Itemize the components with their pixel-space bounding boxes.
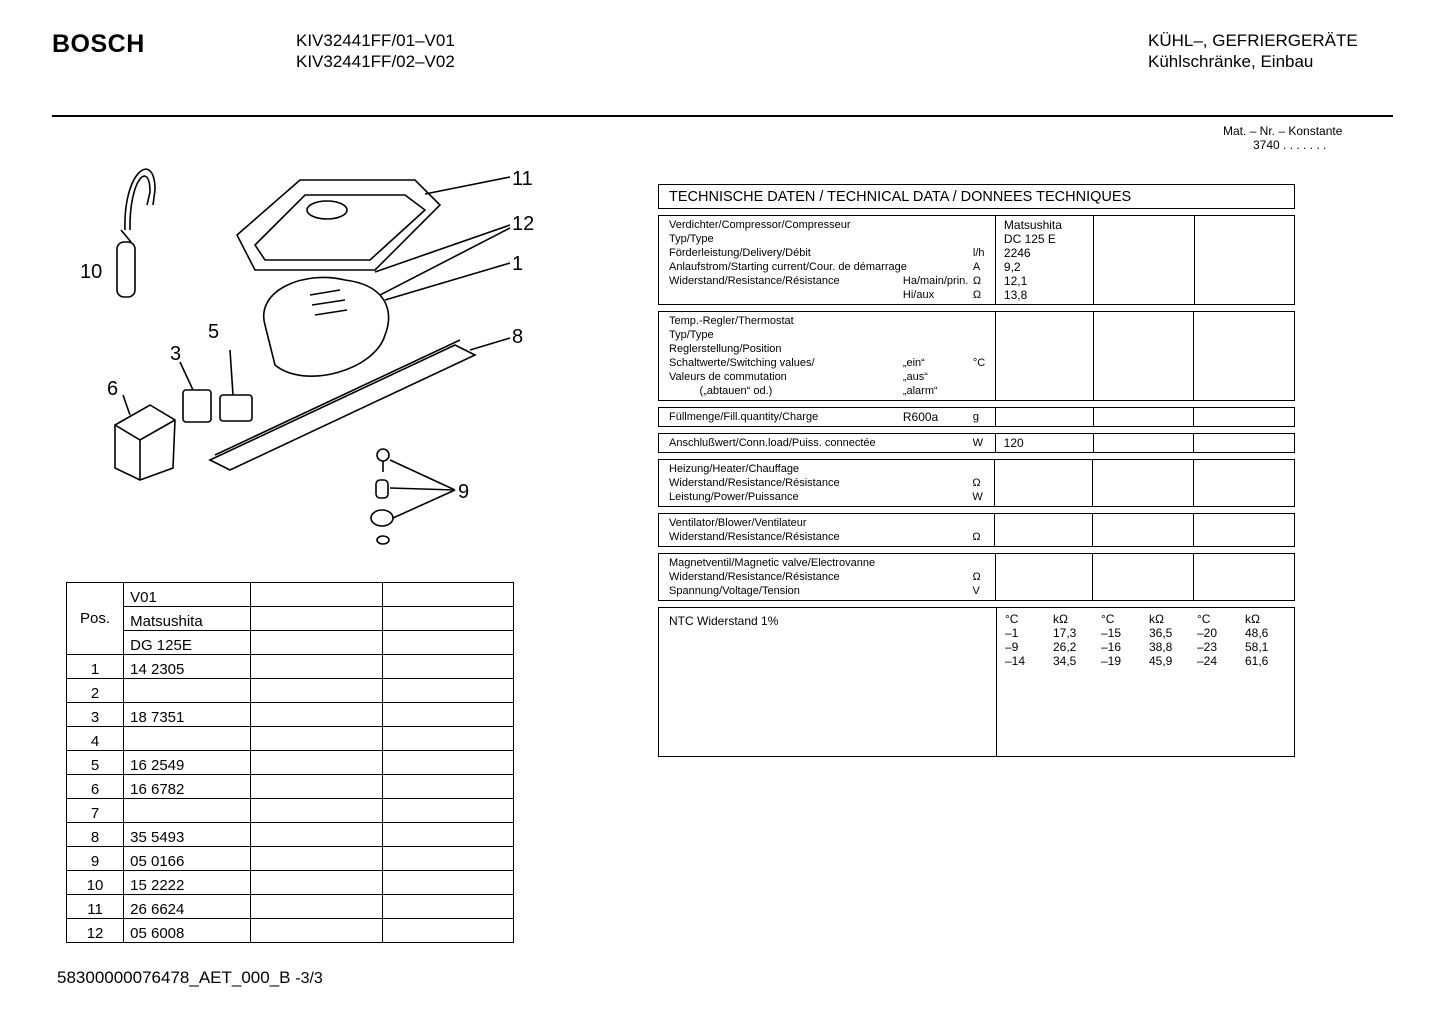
- resistance-aux-value: 13,8: [1003, 288, 1028, 302]
- part-code: [124, 679, 251, 703]
- empty-cell: [995, 312, 1093, 401]
- ntc-section: [658, 607, 1295, 757]
- switching-off-label: „aus“: [902, 371, 928, 383]
- valve-resistance-unit: Ω: [972, 571, 981, 583]
- charge-label: Füllmenge/Fill.quantity/Charge: [669, 411, 819, 423]
- compressor-type-value: DC 125 E: [1003, 232, 1056, 246]
- ntc-grid: [997, 612, 1294, 668]
- connected-load-label: Anschlußwert/Conn.load/Puiss. connectée: [669, 437, 876, 449]
- ntc-cell: 61,6: [1245, 654, 1269, 668]
- charge-labels: [659, 408, 996, 427]
- empty-cell: [1194, 312, 1295, 401]
- ntc-header-kohm: kΩ: [1149, 612, 1164, 626]
- footer-doc-id: [57, 968, 323, 988]
- empty-cell: [382, 679, 513, 703]
- relay-part: [220, 395, 252, 421]
- blower-resistance-label: Widerstand/Resistance/Résistance: [669, 531, 840, 543]
- material-constant: [1223, 124, 1342, 152]
- pos-number: 12: [67, 919, 124, 943]
- callout-10: 10: [80, 261, 103, 283]
- charge-section: [658, 407, 1295, 427]
- delivery-value: 2246: [1003, 246, 1031, 260]
- ntc-cell: –15: [1101, 626, 1122, 640]
- material-constant-value: 3740 . . . . . . .: [1253, 138, 1327, 152]
- empty-cell: [1093, 514, 1194, 547]
- compressor-label: Verdichter/Compressor/Compresseur: [669, 219, 851, 231]
- empty-cell: [382, 895, 513, 919]
- part-code: 16 6782: [124, 775, 251, 799]
- pos-number: 5: [67, 751, 124, 775]
- ntc-cell: 38,8: [1149, 640, 1173, 654]
- valve-voltage-unit: V: [972, 585, 980, 597]
- part-code: 18 7351: [124, 703, 251, 727]
- empty-cell: [251, 823, 382, 847]
- ntc-header-kohm: kΩ: [1053, 612, 1068, 626]
- technical-data-title: TECHNISCHE DATEN / TECHNICAL DATA / DONNEES TECHNIQUES: [658, 184, 1295, 209]
- empty-cell: [995, 554, 1093, 601]
- heater-power-label: Leistung/Power/Puissance: [669, 491, 799, 503]
- empty-cell: [382, 847, 513, 871]
- pos-number: 10: [67, 871, 124, 895]
- ntc-cell: –24: [1197, 654, 1218, 668]
- empty-cell: [382, 583, 513, 607]
- pos-number: 8: [67, 823, 124, 847]
- callout-11: 11: [512, 168, 533, 190]
- ntc-cell: 36,5: [1149, 626, 1173, 640]
- overload-part: [183, 390, 211, 422]
- switching-values-label: Schaltwerte/Switching values/: [669, 357, 815, 369]
- compressor-labels: [659, 216, 996, 305]
- header-divider: [52, 115, 1393, 117]
- empty-cell: [382, 631, 513, 655]
- empty-cell: [382, 607, 513, 631]
- thermostat-section: [658, 311, 1295, 401]
- product-category: [1148, 30, 1358, 72]
- ntc-cell: –14: [1005, 654, 1026, 668]
- resistance-aux-label: Hi/aux: [902, 289, 935, 301]
- empty-cell: [251, 919, 382, 943]
- empty-cell: [1194, 554, 1295, 601]
- callout-9: 9: [458, 481, 470, 503]
- model-number-2: KIV32441FF/02–V02: [296, 52, 455, 71]
- ntc-cell: –19: [1101, 654, 1122, 668]
- empty-cell: [251, 871, 382, 895]
- callout-1: 1: [512, 253, 524, 275]
- empty-cell: [1194, 408, 1295, 427]
- compressor-section: [658, 215, 1295, 305]
- callout-3: 3: [170, 343, 182, 365]
- empty-cell: [1093, 434, 1194, 453]
- charge-value: [995, 408, 1093, 427]
- empty-cell: [382, 919, 513, 943]
- empty-cell: [1194, 514, 1295, 547]
- empty-cell: [251, 607, 382, 631]
- empty-cell: [251, 655, 382, 679]
- base-rail-part: [210, 345, 475, 470]
- callout-8: 8: [512, 326, 524, 348]
- valve-label: Magnetventil/Magnetic valve/Electrovanne: [669, 557, 876, 569]
- heater-resistance-unit: Ω: [972, 477, 981, 489]
- table-row: [67, 847, 514, 871]
- table-row: [67, 583, 514, 607]
- resistance-main-label: Ha/main/prin.: [902, 275, 969, 287]
- heater-resistance-label: Widerstand/Resistance/Résistance: [669, 477, 840, 489]
- empty-cell: [1093, 312, 1194, 401]
- position-label: Reglerstellung/Position: [669, 343, 782, 355]
- table-row: [67, 775, 514, 799]
- part-code: 16 2549: [124, 751, 251, 775]
- valve-section: [658, 553, 1295, 601]
- starting-current-unit: A: [972, 261, 981, 273]
- category-line-1: KÜHL–, GEFRIERGERÄTE: [1148, 31, 1358, 50]
- connected-load-value: 120: [995, 434, 1093, 453]
- ntc-header-kohm: kΩ: [1245, 612, 1260, 626]
- pos-number: 1: [67, 655, 124, 679]
- empty-cell: [251, 847, 382, 871]
- empty-cell: [1093, 460, 1194, 507]
- empty-cell: [382, 655, 513, 679]
- callout-12: 12: [512, 213, 535, 235]
- pos-number: 7: [67, 799, 124, 823]
- defrost-label: („abtauen“ od.): [669, 385, 773, 397]
- ntc-cell: 17,3: [1053, 626, 1077, 640]
- charge-unit: g: [972, 411, 979, 423]
- empty-cell: [1094, 216, 1194, 305]
- empty-cell: [251, 751, 382, 775]
- delivery-label: Förderleistung/Delivery/Débit: [669, 247, 811, 259]
- part-code: [124, 799, 251, 823]
- callout-5: 5: [208, 321, 220, 343]
- ntc-label: NTC Widerstand 1%: [659, 608, 997, 757]
- empty-cell: [251, 775, 382, 799]
- ntc-cell: –23: [1197, 640, 1218, 654]
- table-row: [67, 703, 514, 727]
- ntc-cell: 34,5: [1053, 654, 1077, 668]
- starting-current-label: Anlaufstrom/Starting current/Cour. de démarrage: [669, 261, 907, 273]
- empty-cell: [995, 460, 1093, 507]
- commutation-label: Valeurs de commutation: [669, 371, 787, 383]
- compressor-maker-value: Matsushita: [1003, 218, 1062, 232]
- pos-number: 9: [67, 847, 124, 871]
- blower-resistance-unit: Ω: [972, 531, 981, 543]
- technical-data-panel: [658, 184, 1295, 757]
- blower-label: Ventilator/Blower/Ventilateur: [669, 517, 807, 529]
- empty-cell: [382, 823, 513, 847]
- ntc-cell: –9: [1005, 640, 1019, 654]
- ntc-cell: 58,1: [1245, 640, 1269, 654]
- table-row: [67, 727, 514, 751]
- part-code: 14 2305: [124, 655, 251, 679]
- empty-cell: [382, 775, 513, 799]
- resistance-unit: Ω: [972, 275, 982, 287]
- pos-number: 6: [67, 775, 124, 799]
- ntc-header-c: °C: [1005, 612, 1019, 626]
- connected-load-labels: [659, 434, 996, 453]
- ntc-header-c: °C: [1197, 612, 1211, 626]
- pos-number: 3: [67, 703, 124, 727]
- callout-6: 6: [107, 378, 119, 400]
- blank-label: [669, 288, 903, 302]
- cover-part: [115, 405, 175, 480]
- capacitor-part: [117, 242, 135, 297]
- empty-cell: [251, 703, 382, 727]
- part-code: 15 2222: [124, 871, 251, 895]
- part-code: 05 0166: [124, 847, 251, 871]
- switching-unit: °C: [972, 357, 986, 369]
- valve-resistance-label: Widerstand/Resistance/Résistance: [669, 571, 840, 583]
- table-row: [67, 871, 514, 895]
- ntc-cell: 45,9: [1149, 654, 1173, 668]
- document-id: 58300000076478_AET_000_B: [57, 968, 291, 987]
- empty-cell: [382, 703, 513, 727]
- ntc-header-c: °C: [1101, 612, 1115, 626]
- maker-cell: Matsushita: [124, 607, 251, 631]
- blower-section: [658, 513, 1295, 547]
- table-row: [67, 799, 514, 823]
- part-code: 05 6008: [124, 919, 251, 943]
- refrigerant-value: R600a: [902, 410, 939, 424]
- valve-voltage-label: Spannung/Voltage/Tension: [669, 585, 800, 597]
- empty-cell: [995, 514, 1093, 547]
- resistance-label: Widerstand/Resistance/Résistance: [669, 275, 840, 287]
- heater-power-unit: W: [972, 491, 983, 503]
- empty-cell: [251, 679, 382, 703]
- pos-number: 11: [67, 895, 124, 919]
- empty-cell: [382, 871, 513, 895]
- empty-cell: [382, 751, 513, 775]
- brand-logo: BOSCH: [52, 30, 145, 58]
- table-row: [67, 679, 514, 703]
- table-row: [67, 823, 514, 847]
- table-row: [67, 895, 514, 919]
- position-table: [66, 582, 514, 943]
- heater-section: [658, 459, 1295, 507]
- starting-current-value: 9,2: [1003, 260, 1021, 274]
- switching-alarm-label: „alarm“: [902, 385, 938, 397]
- empty-cell: [1093, 554, 1194, 601]
- ntc-cell: –16: [1101, 640, 1122, 654]
- empty-cell: [1194, 434, 1295, 453]
- empty-cell: [1194, 216, 1294, 305]
- ntc-cell: 26,2: [1053, 640, 1077, 654]
- version-cell: V01: [124, 583, 251, 607]
- resistance-main-value: 12,1: [1003, 274, 1028, 288]
- part-code: 26 6624: [124, 895, 251, 919]
- switching-on-label: „ein“: [902, 357, 925, 369]
- empty-cell: [251, 895, 382, 919]
- blower-labels: [659, 514, 995, 547]
- empty-cell: [251, 631, 382, 655]
- ntc-cell: –20: [1197, 626, 1218, 640]
- table-row: [67, 655, 514, 679]
- table-row: [67, 607, 514, 631]
- table-row: [67, 631, 514, 655]
- material-constant-label: Mat. – Nr. – Konstante: [1223, 124, 1343, 138]
- empty-cell: [382, 799, 513, 823]
- pos-number: 2: [67, 679, 124, 703]
- ntc-cell: –1: [1005, 626, 1019, 640]
- pos-header: Pos.: [67, 583, 124, 655]
- part-code: [124, 727, 251, 751]
- ntc-values: [997, 608, 1295, 757]
- empty-cell: [1093, 408, 1194, 427]
- page-number: -3/3: [295, 970, 323, 987]
- empty-cell: [251, 799, 382, 823]
- model-numbers: [296, 30, 455, 72]
- delivery-unit: l/h: [972, 247, 985, 259]
- ntc-cell: 48,6: [1245, 626, 1269, 640]
- heater-label: Heizung/Heater/Chauffage: [669, 463, 800, 475]
- table-row: [67, 751, 514, 775]
- compressor-cell: DG 125E: [124, 631, 251, 655]
- screw-part: [377, 449, 389, 461]
- category-line-2: Kühlschränke, Einbau: [1148, 52, 1314, 71]
- table-row: [67, 919, 514, 943]
- valve-labels: [659, 554, 996, 601]
- compressor-values: [995, 216, 1093, 305]
- thermostat-label: Temp.-Regler/Thermostat: [669, 315, 794, 327]
- empty-cell: [382, 727, 513, 751]
- empty-cell: [1194, 460, 1295, 507]
- model-number-1: KIV32441FF/01–V01: [296, 31, 455, 50]
- connected-load-section: [658, 433, 1295, 453]
- heater-labels: [659, 460, 995, 507]
- empty-cell: [251, 583, 382, 607]
- type-label: Typ/Type: [669, 233, 714, 245]
- thermostat-labels: [659, 312, 996, 401]
- connected-load-unit: W: [972, 437, 984, 449]
- resistance-aux-unit: Ω: [972, 289, 982, 301]
- pos-number: 4: [67, 727, 124, 751]
- thermostat-type-label: Typ/Type: [669, 329, 714, 341]
- part-code: 35 5493: [124, 823, 251, 847]
- exploded-parts-drawing: [55, 150, 575, 570]
- empty-cell: [251, 727, 382, 751]
